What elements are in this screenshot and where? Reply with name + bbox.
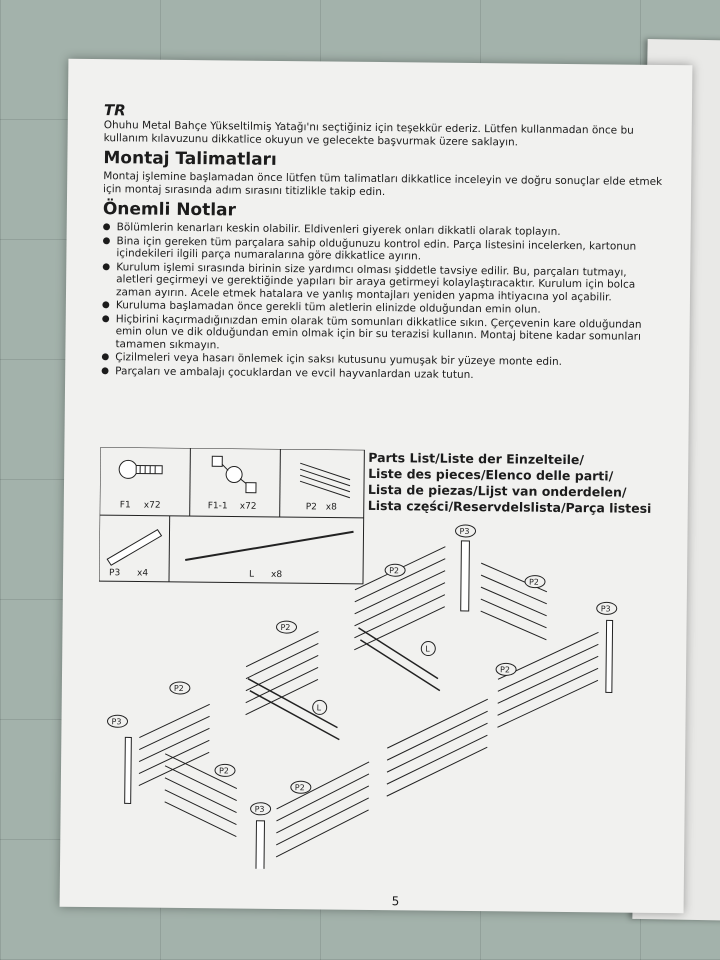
part-label-p3: P3 bbox=[109, 568, 121, 579]
panel-right-back bbox=[480, 563, 547, 640]
panel-far-left bbox=[139, 704, 210, 787]
callout-p2: P2 bbox=[173, 683, 184, 693]
callout-l: L bbox=[316, 703, 322, 713]
callout-p2: P2 bbox=[294, 783, 305, 793]
note-item: ● Hiçbirini kaçırmadığınızdan emin olarak tüm somunları dikkatlice sıkın. Çerçevenin kare olduğundan emin olun ve dik olduğundan emin olmak için bir su terazisi kullanın. Montaj bitene kadar somunları tamamen sıkmayın. bbox=[115, 313, 661, 356]
parts-title-line: Parts List/Liste der Einzelteile/ bbox=[368, 449, 585, 468]
panel-left-middle bbox=[246, 631, 319, 716]
rods bbox=[247, 627, 440, 741]
callout-p2: P2 bbox=[218, 766, 229, 776]
note-item: ● Parçaları ve ambalajı çocuklardan ve evcil hayvanlardan uzak tutun. bbox=[115, 365, 661, 383]
exploded-view bbox=[106, 521, 618, 873]
part-label-f1-1: F1-1 bbox=[207, 501, 228, 512]
part-qty-p3: x4 bbox=[137, 568, 149, 579]
callout-p3: P3 bbox=[254, 804, 265, 814]
part-label-l: L bbox=[249, 569, 255, 580]
note-item: ● Bina için gereken tüm parçalara sahip olduğunuzu kontrol edin. Parça listesini incelerken, kartonun içindekileri ilgili parça numaralarına göre dikkatlice ayırın. bbox=[116, 235, 662, 266]
page-content bbox=[101, 101, 664, 909]
part-label-f1: F1 bbox=[119, 500, 131, 511]
rod-icon bbox=[185, 530, 353, 562]
part-qty-l: x8 bbox=[271, 569, 283, 581]
note-item: ● Bölümlerin kenarları keskin olabilir. Eldivenleri giyerek onları dikkatli olarak toplayın. bbox=[117, 221, 663, 239]
part-qty-p2: x8 bbox=[325, 502, 337, 513]
parts-title-line: Liste des pieces/Elenco delle parti/ bbox=[368, 465, 614, 484]
part-qty-f1: x72 bbox=[143, 500, 161, 511]
manual-page bbox=[60, 59, 693, 913]
callout-p3: P3 bbox=[111, 717, 122, 727]
wing-nut-icon bbox=[212, 456, 256, 492]
callout-p3: P3 bbox=[600, 604, 611, 614]
notes-heading: Önemli Notlar bbox=[102, 199, 237, 221]
note-item: ● Kuruluma başlamadan önce gerekli tüm aletlerin elinizde olduğundan emin olun. bbox=[116, 299, 662, 317]
part-label-p2: P2 bbox=[305, 502, 317, 513]
note-item: ● Kurulum işlemi sırasında birinin size yardımcı olması şiddetle tavsiye edilir. Bu, parçaları tutmayı, aletleri geçirmeyi ve gerektiğinde yapıları bir araya getirmeyi kolaylaştıracaktır. Kurulum için bolca zaman ayırın. Acele etmek hatalara ve yanlış montajları yeniden yapma ihtiyacına yol açabilir. bbox=[116, 261, 662, 304]
callout-p2: P2 bbox=[528, 577, 539, 587]
panel-right-middle bbox=[387, 698, 488, 797]
parts-title-line: Lista de piezas/Lijst van onderdelen/ bbox=[367, 481, 627, 500]
callout-p2: P2 bbox=[389, 566, 400, 576]
intro-text: Ohuhu Metal Bahçe Yükseltilmiş Yatağı'nı seçtiğiniz için teşekkür ederiz. Lütfen kullanmadan önce bu kullanım kılavuzunu dikkatlice okuyun ve gelecekte başvurmak üzere saklayın. bbox=[103, 119, 634, 148]
callout-l: L bbox=[425, 644, 430, 654]
note-item: ● Çizilmeleri veya hasarı önlemek için saksı kutusunu yumuşak bir yüzeye monte edin. bbox=[115, 351, 661, 369]
assembly-heading: Montaj Talimatları bbox=[103, 148, 277, 170]
panel-back bbox=[354, 546, 445, 651]
assembly-diagram bbox=[96, 447, 660, 873]
page-number: 5 bbox=[391, 894, 400, 909]
callout-p2: P2 bbox=[280, 623, 291, 633]
part-callouts bbox=[107, 521, 618, 818]
language-code: TR bbox=[103, 101, 126, 120]
corner-post-icon bbox=[107, 529, 161, 566]
panel-right-far bbox=[497, 631, 598, 728]
panel-icon bbox=[300, 463, 350, 498]
callout-p3: P3 bbox=[459, 526, 470, 536]
panel-front-right bbox=[276, 761, 369, 858]
bolt-icon bbox=[119, 460, 162, 478]
corner-posts bbox=[124, 537, 614, 873]
callout-p2: P2 bbox=[500, 665, 511, 675]
assembly-text: Montaj işlemine başlamadan önce lütfen tüm talimatları dikkatlice inceleyin ve doğru sonuçlar elde etmek için montaj sırasında adım sırasını titizlikle takip edin. bbox=[103, 170, 663, 198]
part-qty-f1-1: x72 bbox=[239, 501, 257, 512]
parts-title-line: Lista części/Reservdelslista/Parça listesi bbox=[367, 497, 652, 516]
notes-list bbox=[101, 221, 663, 383]
